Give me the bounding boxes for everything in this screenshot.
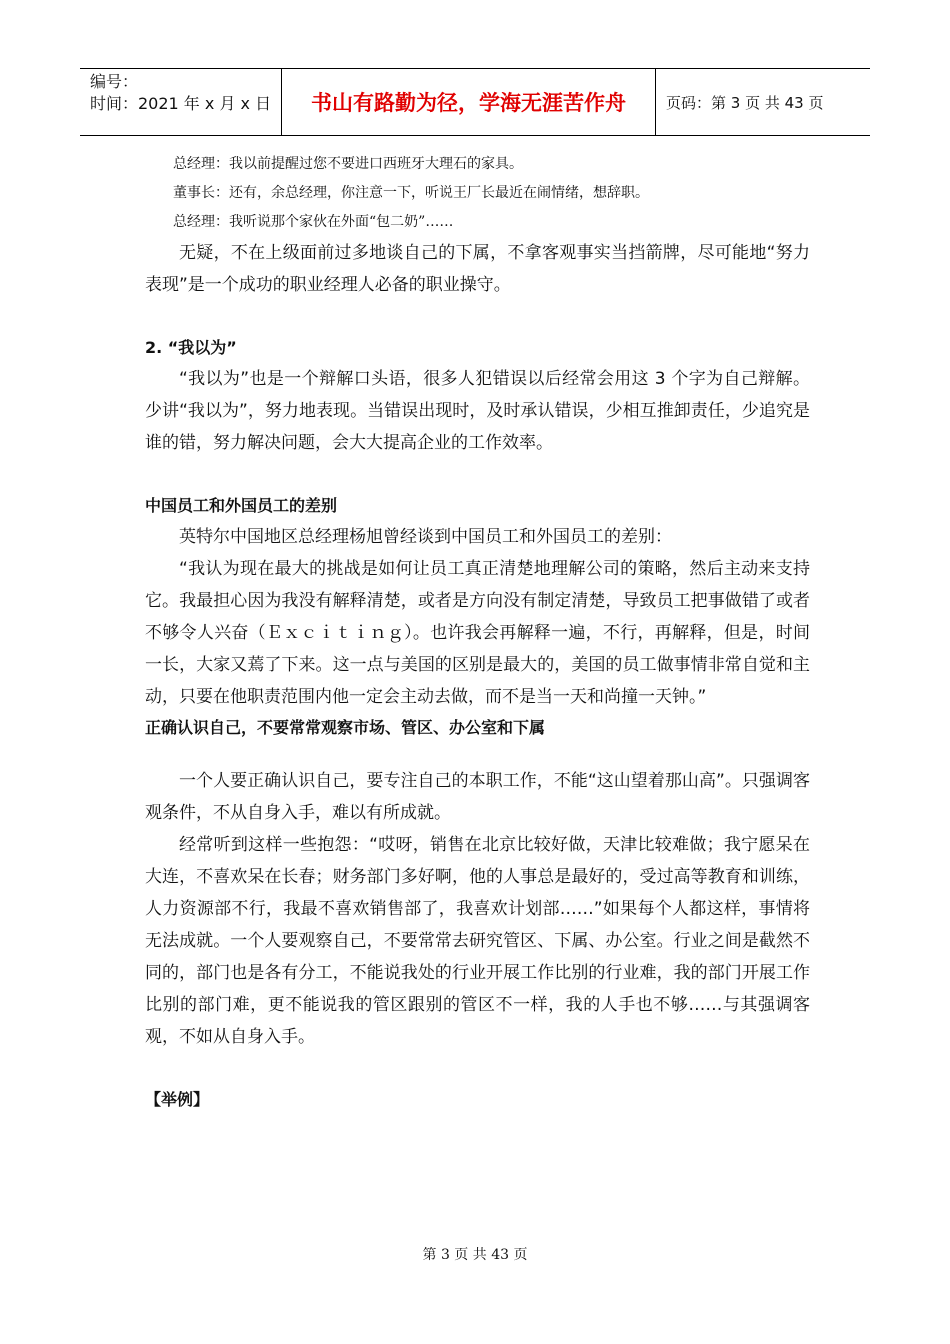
dialog-line: 总经理：我以前提醒过您不要进口西班牙大理石的家具。 bbox=[173, 156, 523, 172]
page-footer: 第 3 页 共 43 页 bbox=[422, 1247, 528, 1263]
date-label: 时间：2021 年 x 月 x 日 bbox=[90, 94, 272, 113]
dialog-line: 总经理：我听说那个家伙在外面“包二奶”…… bbox=[173, 214, 454, 230]
header-motto: 书山有路勤为径，学海无涯苦作舟 bbox=[282, 69, 656, 135]
paragraph: 一个人要正确认识自己，要专注自己的本职工作，不能“这山望着那山高”。只强调客观条件，不从自身入手，难以有所成就。 bbox=[145, 771, 810, 823]
paragraph: 经常听到这样一些抱怨：“哎呀，销售在北京比较好做，天津比较难做；我宁愿呆在大连，不喜欢呆在长春；财务部门多好啊，他的人事总是最好的，受过高等教育和训练，人力资源部不行，我最不喜欢销售部了，我喜欢计划部……”如果每个人都这样，事情将无法成就。一个人要观察自己，不要常常去研究管区、下属、办公室。行业之间是截然不同的，部门也是各有分工，不能说我处的行业开展工作比别的行业难，我的部门开展工作比别的部门难，更不能说我的管区跟别的管区不一样，我的人手也不够……与其强调客观，不如从自身入手。 bbox=[145, 835, 810, 1047]
paragraph: “我认为现在最大的挑战是如何让员工真正清楚地理解公司的策略，然后主动来支持它。我最担心因为我没有解释清楚，或者是方向没有制定清楚，导致员工把事做错了或者不够令人兴奋（Ｅｘｃｉｔｉｎｇ）。也许我会再解释一遍，不行，再解释，但是，时间一长，大家又蔫了下来。这一点与美国的区别是最大的，美国的员工做事情非常自觉和主动，只要在他职责范围内他一定会主动去做，而不是当一天和尚撞一天钟。” bbox=[145, 559, 810, 707]
example-label: 【举例】 bbox=[145, 1090, 210, 1109]
header-meta bbox=[80, 69, 282, 135]
header-page-info: 页码：第 3 页 共 43 页 bbox=[666, 93, 824, 112]
paragraph: 英特尔中国地区总经理杨旭曾经谈到中国员工和外国员工的差别： bbox=[179, 527, 672, 547]
section-heading: 中国员工和外国员工的差别 bbox=[145, 496, 338, 515]
paragraph: 无疑，不在上级面前过多地谈自己的下属，不拿客观事实当挡箭牌，尽可能地“努力表现”是一个成功的职业经理人必备的职业操守。 bbox=[145, 243, 810, 295]
section-heading: 2. “我以为” bbox=[145, 338, 237, 357]
page-header bbox=[80, 68, 870, 136]
number-label: 编号： bbox=[90, 72, 139, 91]
dialog-line: 董事长：还有，余总经理，你注意一下，听说王厂长最近在闹情绪，想辞职。 bbox=[173, 185, 649, 201]
document-body bbox=[145, 150, 810, 1115]
paragraph: “我以为”也是一个辩解口头语，很多人犯错误以后经常会用这 3 个字为自己辩解。少讲“我以为”，努力地表现。当错误出现时，及时承认错误，少相互推卸责任，少追究是谁的错，努力解决问题，会大大提高企业的工作效率。 bbox=[145, 369, 810, 453]
section-heading: 正确认识自己，不要常常观察市场、管区、办公室和下属 bbox=[145, 718, 546, 737]
